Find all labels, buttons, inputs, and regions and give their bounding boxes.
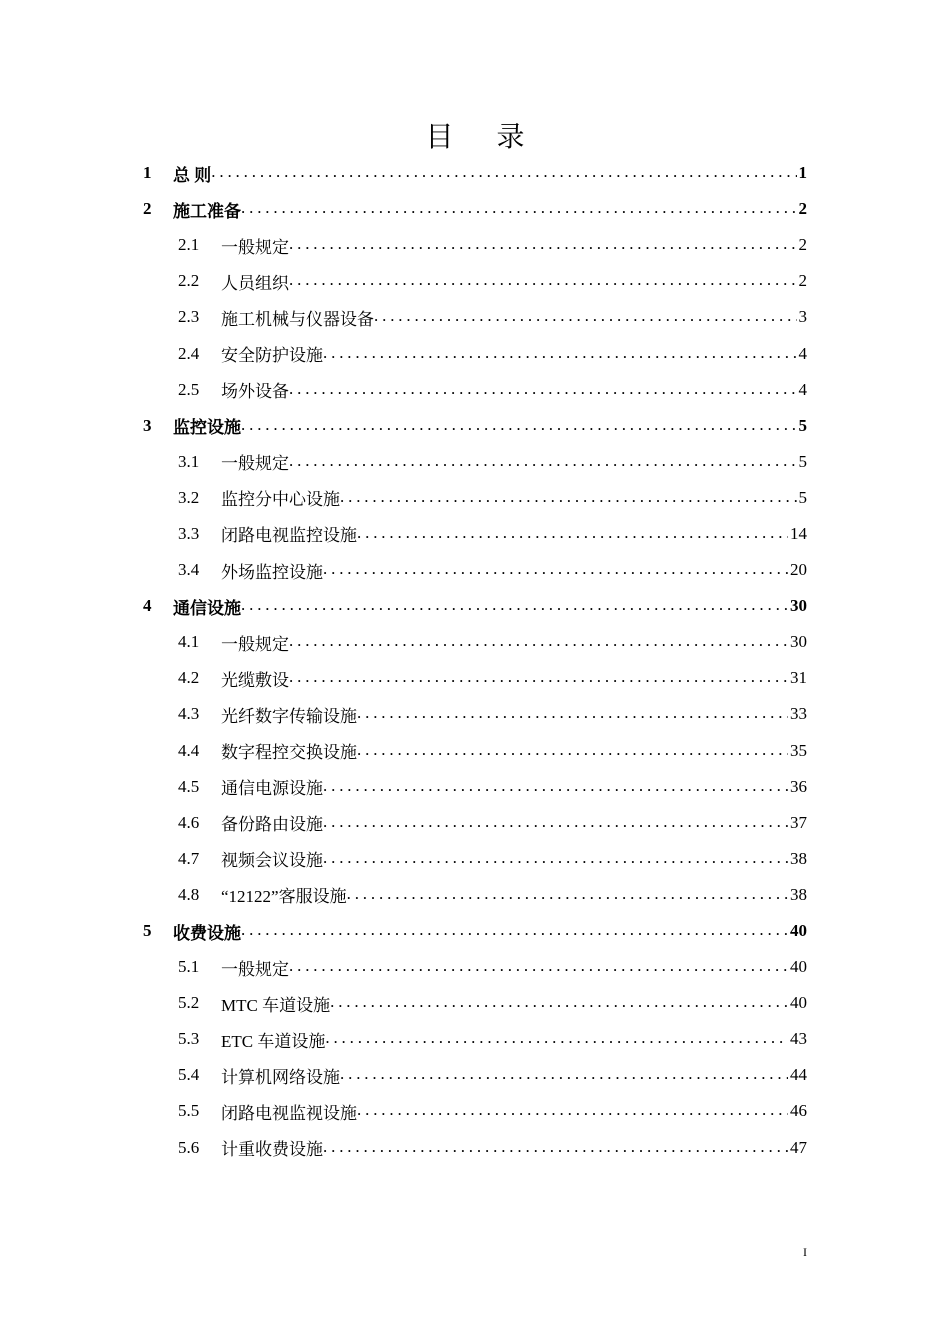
toc-entry-number: 3.3 [178,523,200,543]
toc-dot-leader [323,560,788,580]
toc-entry-title: 施工机械与仪器设备 [221,309,374,329]
toc-entry-page: 5 [798,487,807,507]
toc-entry-number: 5.2 [178,993,200,1013]
toc-dot-leader [347,885,788,905]
toc-entry-title: ETC 车道设施 [221,1031,326,1051]
toc-entry-number: 1 [143,163,152,183]
toc-dot-leader [289,452,797,472]
toc-entry-page: 1 [798,163,807,183]
toc-dot-leader [241,199,797,219]
toc-entry-number: 5.6 [178,1137,200,1157]
toc-dot-leader [289,668,788,688]
toc-section-entry[interactable] [143,227,807,263]
toc-entry-number: 3.1 [178,451,200,471]
toc-entry-title: 通信电源设施 [221,779,323,799]
toc-entry-page: 30 [790,596,807,616]
toc-entry-page: 20 [790,560,807,580]
toc-entry-number: 5 [143,921,152,941]
toc-section-entry[interactable] [143,299,807,335]
toc-section-entry[interactable] [143,696,807,732]
toc-dot-leader [289,235,797,255]
toc-entry-number: 5.5 [178,1101,200,1121]
toc-entry-number: 2.4 [178,343,200,363]
toc-entry-page: 40 [790,957,807,977]
toc-entry-page: 3 [798,307,807,327]
toc-entry-number: 4.1 [178,632,200,652]
toc-section-entry[interactable] [143,263,807,299]
toc-dot-leader [289,380,797,400]
page-number: I [803,1245,807,1259]
toc-dot-leader [211,163,796,183]
toc-dot-leader [289,632,788,652]
toc-entry-page: 2 [798,235,807,255]
toc-dot-leader [323,777,788,797]
toc-entry-page: 30 [790,632,807,652]
toc-dot-leader [340,1065,788,1085]
toc-section-entry[interactable] [143,877,807,913]
toc-dot-leader [323,344,797,364]
toc-entry-page: 5 [798,415,807,435]
toc-section-entry[interactable] [143,335,807,371]
toc-section-entry[interactable] [143,1021,807,1057]
toc-entry-number: 4.8 [178,884,200,904]
toc-entry-page: 35 [790,740,807,760]
toc-entry-title: 数字程控交换设施 [221,743,357,763]
toc-dot-leader [357,741,788,761]
toc-dot-leader [323,1138,788,1158]
toc-entry-title: 监控设施 [173,418,241,438]
toc-dot-leader [330,993,788,1013]
toc-entry-title: 闭路电视监视设施 [221,1103,357,1123]
toc-entry-title: 计重收费设施 [221,1140,323,1160]
toc-section-entry[interactable] [143,733,807,769]
toc-entry-title: 通信设施 [173,598,241,618]
toc-entry-number: 5.4 [178,1065,200,1085]
toc-entry-title: 视频会议设施 [221,851,323,871]
toc-dot-leader [323,813,788,833]
toc-entry-page: 14 [790,523,807,543]
toc-entry-page: 4 [798,379,807,399]
toc-section-entry[interactable] [143,949,807,985]
toc-dot-leader [241,416,797,436]
toc-entry-number: 2.1 [178,235,200,255]
toc-entry-number: 4.7 [178,848,200,868]
toc-section-entry[interactable] [143,372,807,408]
toc-section-entry[interactable] [143,624,807,660]
toc-section-entry[interactable] [143,444,807,480]
toc-entry-title: 监控分中心设施 [221,490,340,510]
toc-entry-page: 47 [790,1137,807,1157]
toc-entry-number: 2.2 [178,271,200,291]
toc-section-entry[interactable] [143,552,807,588]
toc-entry-page: 40 [790,993,807,1013]
toc-entry-title: 总 则 [173,165,212,185]
toc-dot-leader [357,704,788,724]
toc-entry-title: 一般规定 [221,237,289,257]
toc-entry-number: 4.3 [178,704,200,724]
toc-dot-leader [340,488,797,508]
toc-entry-page: 44 [790,1065,807,1085]
toc-entry-page: 37 [790,812,807,832]
toc-entry-page: 2 [798,199,807,219]
toc-entry-title: 备份路由设施 [221,815,323,835]
toc-entry-number: 5.1 [178,957,200,977]
toc-dot-leader [357,1101,788,1121]
toc-chapter-entry[interactable] [143,155,807,191]
toc-entry-title: 闭路电视监控设施 [221,526,357,546]
toc-entry-title: 光纤数字传输设施 [221,706,357,726]
toc-entry-number: 5.3 [178,1029,200,1049]
toc-entry-number: 3 [143,415,152,435]
toc-section-entry[interactable] [143,516,807,552]
toc-entry-page: 31 [790,668,807,688]
toc-entry-page: 4 [798,343,807,363]
toc-section-entry[interactable] [143,480,807,516]
toc-entry-title: 光缆敷设 [221,670,289,690]
toc-entry-number: 3.4 [178,560,200,580]
toc-section-entry[interactable] [143,1057,807,1093]
toc-chapter-entry[interactable] [143,588,807,624]
toc-entry-title: 场外设备 [221,382,289,402]
page-title: 目 录 [425,122,543,153]
toc-section-entry[interactable] [143,1093,807,1129]
toc-entry-title: 外场监控设施 [221,562,323,582]
toc-entry-title: 一般规定 [221,634,289,654]
toc-entry-title: 安全防护设施 [221,346,323,366]
toc-entry-page: 43 [790,1029,807,1049]
toc-dot-leader [374,307,797,327]
toc-entry-title: 一般规定 [221,454,289,474]
toc-entry-number: 4.6 [178,812,200,832]
toc-dot-leader [323,849,788,869]
toc-entry-page: 38 [790,848,807,868]
toc-entry-number: 4.2 [178,668,200,688]
toc-entry-title: 计算机网络设施 [221,1067,340,1087]
toc-section-entry[interactable] [143,660,807,696]
table-of-contents [143,155,807,1166]
toc-entry-title: 一般规定 [221,959,289,979]
toc-entry-page: 38 [790,884,807,904]
toc-entry-title: 施工准备 [173,201,241,221]
toc-entry-page: 46 [790,1101,807,1121]
toc-dot-leader [325,1029,788,1049]
toc-entry-number: 3.2 [178,487,200,507]
toc-dot-leader [241,921,788,941]
toc-entry-page: 33 [790,704,807,724]
toc-dot-leader [289,957,788,977]
toc-chapter-entry[interactable] [143,408,807,444]
toc-entry-number: 2 [143,199,152,219]
toc-dot-leader [357,524,788,544]
toc-entry-number: 4 [143,596,152,616]
toc-entry-number: 4.5 [178,776,200,796]
toc-entry-page: 5 [798,451,807,471]
toc-entry-title: “12122”客服设施 [221,887,347,907]
toc-entry-title: 人员组织 [221,273,289,293]
toc-dot-leader [241,596,788,616]
toc-dot-leader [289,271,797,291]
toc-entry-page: 40 [790,921,807,941]
toc-section-entry[interactable] [143,985,807,1021]
toc-entry-number: 2.5 [178,379,200,399]
toc-section-entry[interactable] [143,769,807,805]
toc-chapter-entry[interactable] [143,913,807,949]
toc-entry-number: 2.3 [178,307,200,327]
toc-section-entry[interactable] [143,841,807,877]
toc-entry-title: 收费设施 [173,923,241,943]
toc-section-entry[interactable] [143,805,807,841]
toc-entry-page: 36 [790,776,807,796]
toc-chapter-entry[interactable] [143,191,807,227]
toc-entry-number: 4.4 [178,740,200,760]
toc-section-entry[interactable] [143,1130,807,1166]
toc-entry-page: 2 [798,271,807,291]
toc-entry-title: MTC 车道设施 [221,995,331,1015]
